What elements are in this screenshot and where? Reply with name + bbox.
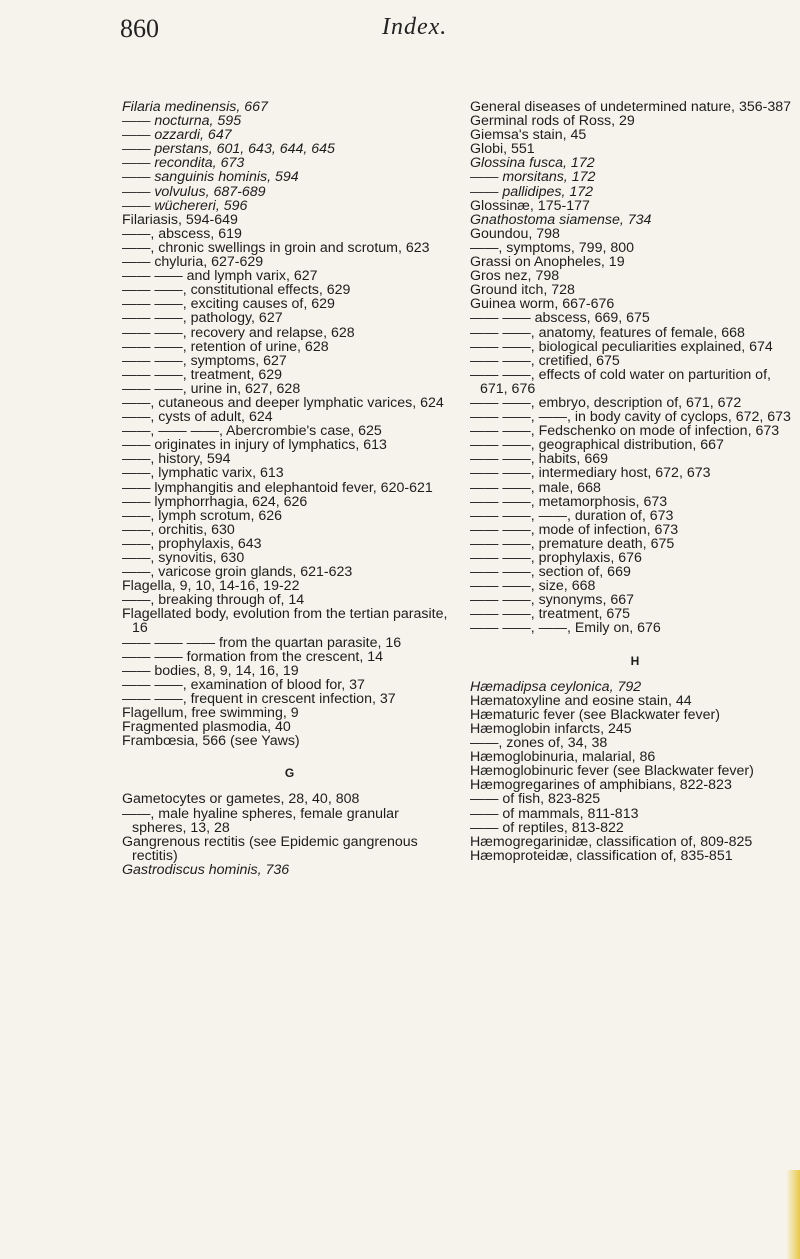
index-entry: —— lymphorrhagia, 624, 626: [122, 493, 308, 510]
index-entry: Goundou, 798: [470, 225, 560, 242]
index-entry: Hæmogregarines of amphibians, 822-823: [470, 777, 732, 794]
index-entry: —— ——, ——, Emily on, 676: [470, 620, 661, 637]
index-column-right: [470, 100, 800, 863]
index-entry: ——, lymph scrotum, 626: [122, 507, 283, 524]
index-entry: —— ——, ——, in body cavity of cyclops, 672, 673: [470, 409, 791, 426]
index-entry: —— of fish, 823-825: [470, 791, 601, 808]
index-entry: —— ——, premature death, 675: [470, 535, 675, 552]
index-entry: —— of reptiles, 813-822: [470, 819, 624, 836]
index-entry: ——, history, 594: [122, 451, 231, 468]
index-entry: Grassi on Anopheles, 19: [470, 254, 625, 271]
index-entry: Hæmoglobinuric fever (see Blackwater fever): [470, 763, 754, 780]
index-entry: ——, cutaneous and deeper lymphatic varices, 624: [122, 394, 444, 411]
index-entry: ——, —— ——, Abercrombie's case, 625: [122, 423, 382, 440]
index-entry: —— ——, size, 668: [470, 578, 596, 595]
index-entry: ——, orchitis, 630: [122, 521, 235, 538]
index-entry: —— —— abscess, 669, 675: [470, 310, 650, 327]
index-entry: —— volvulus, 687-689: [122, 183, 266, 200]
index-entry: ——, male hyaline spheres, female granular spheres, 13, 28: [122, 805, 403, 836]
index-entry: —— ——, Fedschenko on mode of infection, 673: [470, 423, 780, 440]
index-entry: —— ——, anatomy, features of female, 668: [470, 324, 745, 341]
index-entry: Flagella, 9, 10, 14-16, 19-22: [122, 578, 300, 595]
page-edge-tab: [786, 1170, 800, 1259]
index-entry: —— ——, recovery and relapse, 628: [122, 324, 355, 341]
index-entry: Gangrenous rectitis (see Epidemic gangrenous rectitis): [122, 833, 422, 864]
index-entry: ——, lymphatic varix, 613: [122, 465, 284, 482]
index-entry: Giemsa's stain, 45: [470, 127, 587, 144]
page-header: [0, 14, 800, 54]
index-entry: —— ——, metamorphosis, 673: [470, 493, 668, 510]
index-entry: —— nocturna, 595: [122, 113, 242, 130]
index-entry: —— ——, intermediary host, 672, 673: [470, 465, 711, 482]
section-letter: G: [284, 766, 295, 781]
index-entry: Guinea worm, 667-676: [470, 296, 615, 313]
index-column-left: [122, 100, 457, 877]
index-entry: Filariasis, 594-649: [122, 211, 238, 228]
index-entry: —— —— formation from the crescent, 14: [122, 648, 383, 665]
index-entry: Gametocytes or gametes, 28, 40, 808: [122, 791, 360, 808]
index-entry: ——, breaking through of, 14: [122, 592, 305, 609]
index-entry: Ground itch, 728: [470, 282, 575, 299]
index-entry: Hæmoglobinuria, malarial, 86: [470, 749, 656, 766]
index-entry: —— ——, treatment, 629: [122, 366, 283, 383]
index-entry: ——, cysts of adult, 624: [122, 409, 273, 426]
index-entry: —— ——, effects of cold water on parturition of, 671, 676: [470, 366, 775, 397]
index-entry: General diseases of undetermined nature, 356-387: [470, 99, 792, 115]
index-entry: ——, symptoms, 799, 800: [470, 239, 635, 256]
index-entry: Hæmadipsa ceylonica, 792: [470, 678, 642, 695]
index-entry: —— —— —— from the quartan parasite, 16: [122, 634, 402, 651]
index-entry: —— morsitans, 172: [470, 169, 596, 186]
index-entry: —— perstans, 601, 643, 644, 645: [122, 141, 335, 158]
index-entry: —— ——, treatment, 675: [470, 606, 631, 623]
index-entry: —— of mammals, 811-813: [470, 805, 639, 822]
index-entry: —— lymphangitis and elephantoid fever, 620-621: [122, 479, 433, 496]
index-entry: ——, synovitis, 630: [122, 550, 245, 566]
index-entry: Gnathostoma siamense, 734: [470, 211, 652, 228]
index-entry: —— ——, geographical distribution, 667: [470, 437, 724, 454]
index-entry: —— ——, pathology, 627: [122, 310, 283, 327]
index-entry: Filaria medinensis, 667: [122, 99, 268, 115]
index-entry: ——, zones of, 34, 38: [470, 735, 608, 752]
index-entry: —— ——, symptoms, 627: [122, 352, 287, 369]
index-entry: Hæmoproteidæ, classification of, 835-851: [470, 847, 733, 864]
index-entry: Germinal rods of Ross, 29: [470, 113, 635, 130]
page-number: 860: [120, 14, 159, 43]
index-entry: Flagellated body, evolution from the tertian parasite, 16: [122, 606, 452, 637]
index-entry: —— —— and lymph varix, 627: [122, 268, 318, 285]
index-entry: Hæmoglobin infarcts, 245: [470, 720, 632, 737]
index-entry: —— ——, mode of infection, 673: [470, 521, 679, 538]
index-entry: —— ——, biological peculiarities explained, 674: [470, 338, 773, 355]
index-entry: ——, abscess, 619: [122, 225, 242, 242]
index-entry: —— bodies, 8, 9, 14, 16, 19: [122, 662, 299, 679]
index-entry: Gros nez, 798: [470, 268, 560, 285]
running-head: Index.: [382, 14, 448, 40]
index-entry: —— ——, habits, 669: [470, 451, 608, 468]
index-entry: —— ozzardi, 647: [122, 127, 232, 144]
index-entry: ——, prophylaxis, 643: [122, 535, 262, 552]
section-letter: H: [630, 653, 640, 668]
index-entry: —— chyluria, 627-629: [122, 254, 264, 271]
index-entry: —— pallidipes, 172: [470, 183, 594, 200]
index-entry: —— ——, frequent in crescent infection, 37: [122, 690, 396, 707]
index-entry: ——, varicose groin glands, 621-623: [122, 564, 353, 581]
index-entry: Hæmatoxyline and eosine stain, 44: [470, 692, 692, 709]
index-entry: ——, chronic swellings in groin and scrotum, 623: [122, 239, 430, 256]
index-entry: —— ——, section of, 669: [470, 564, 631, 581]
index-entry: —— ——, prophylaxis, 676: [470, 550, 642, 566]
index-entry: Frambœsia, 566 (see Yaws): [122, 733, 300, 750]
index-entry: —— sanguinis hominis, 594: [122, 169, 299, 186]
index-entry: Glossina fusca, 172: [470, 155, 595, 172]
index-entry: Hæmaturic fever (see Blackwater fever): [470, 706, 720, 723]
index-entry: Hæmogregarinidæ, classification of, 809-825: [470, 833, 753, 850]
index-entry: —— recondita, 673: [122, 155, 245, 172]
index-entry: Glossinæ, 175-177: [470, 197, 590, 214]
index-entry: —— ——, synonyms, 667: [470, 592, 634, 609]
index-entry: —— ——, examination of blood for, 37: [122, 676, 365, 693]
index-entry: —— wüchereri, 596: [122, 197, 248, 214]
index-entry: Gastrodiscus hominis, 736: [122, 861, 290, 878]
index-entry: Fragmented plasmodia, 40: [122, 719, 291, 736]
index-entry: —— ——, cretified, 675: [470, 352, 620, 369]
index-entry: —— ——, constitutional effects, 629: [122, 282, 351, 299]
index-entry: —— ——, male, 668: [470, 479, 601, 496]
index-entry: —— ——, exciting causes of, 629: [122, 296, 335, 313]
index-entry: —— ——, ——, duration of, 673: [470, 507, 674, 524]
index-entry: —— ——, urine in, 627, 628: [122, 380, 301, 397]
index-entry: —— ——, retention of urine, 628: [122, 338, 329, 355]
index-entry: Flagellum, free swimming, 9: [122, 705, 299, 722]
index-entry: Globi, 551: [470, 141, 535, 158]
index-entry: —— originates in injury of lymphatics, 613: [122, 437, 387, 454]
index-entry: —— ——, embryo, description of, 671, 672: [470, 394, 742, 411]
